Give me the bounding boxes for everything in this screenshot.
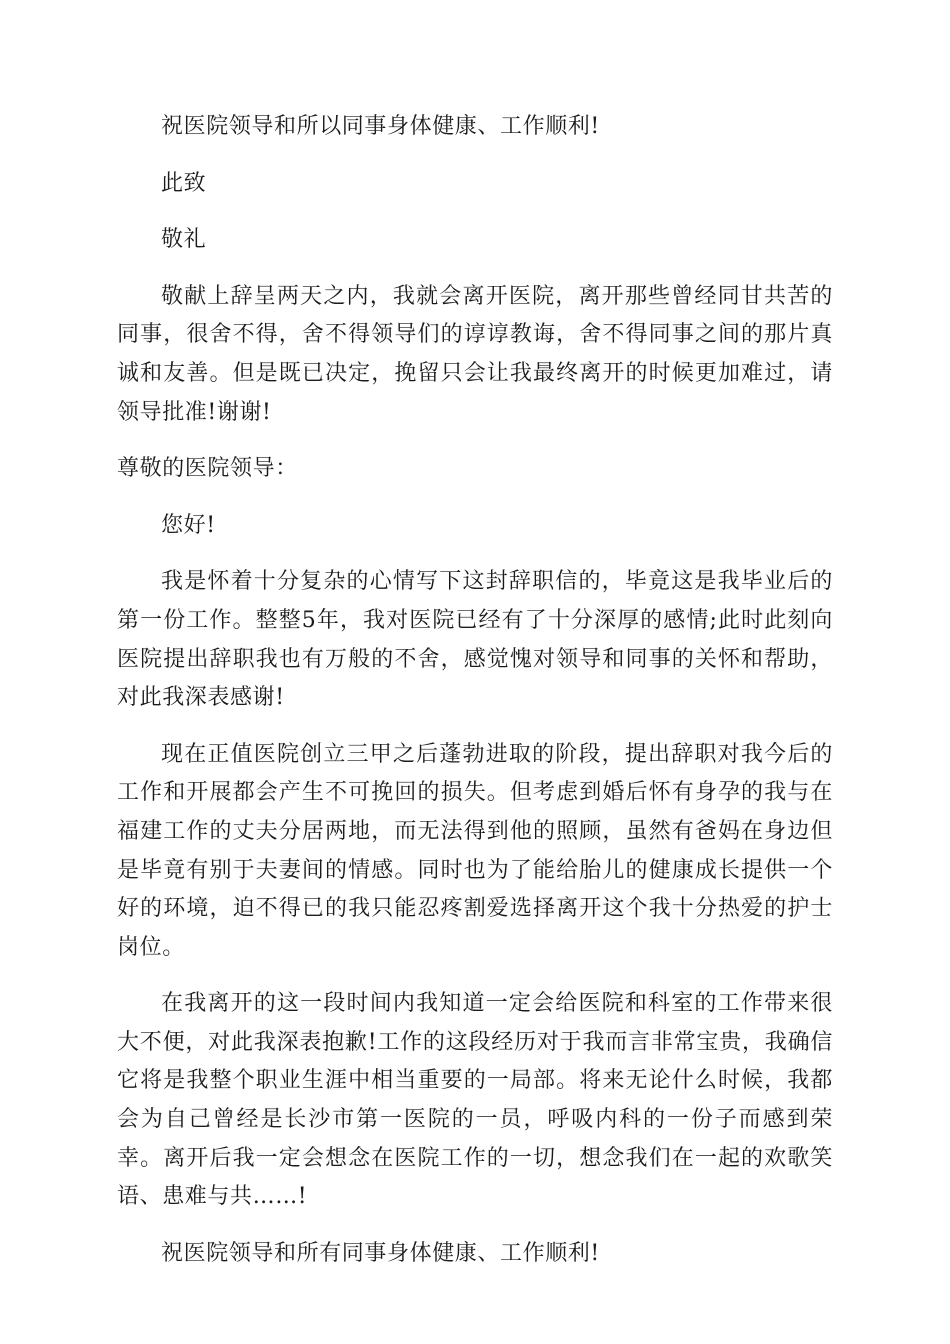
letter-body (117, 108, 833, 1291)
body-paragraph-reasons: 现在正值医院创立三甲之后蓬勃进取的阶段，提出辞职对我今后的工作和开展都会产生不可挽回的损失。但考虑到婚后怀有身孕的我与在福建工作的丈夫分居两地，而无法得到他的照顾，虽然有爸妈在身边但是毕竟有别于夫妻间的情感。同时也为了能给胎儿的健康成长提供一个好的环境，迫不得已的我只能忍疼割爱选择离开这个我十分热爱的护士岗位。 (117, 741, 833, 960)
salutation-cizhi: 此致 (161, 170, 207, 196)
greeting-hello: 您好! (161, 512, 216, 538)
body-paragraph-feelings: 我是怀着十分复杂的心情写下这封辞职信的，毕竟这是我毕业后的第一份工作。整整5年，我对医院已经有了十分深厚的感情;此时此刻向医院提出辞职我也有万般的不舍，感觉愧对领导和同事的关怀和帮助，对此我深表感谢! (117, 569, 833, 711)
body-paragraph-apology: 在我离开的这一段时间内我知道一定会给医院和科室的工作带来很大不便，对此我深表抱歉!工作的这段经历对于我而言非常宝贵，我确信它将是我整个职业生涯中相当重要的一局部。将来无论什么时候，我都会为自己曾经是长沙市第一医院的一员，呼吸内科的一份子而感到荣幸。离开后我一定会想念在医院工作的一切，想念我们在一起的欢歌笑语、患难与共……! (117, 991, 833, 1210)
salutation-jingli: 敬礼 (161, 227, 207, 253)
resignation-submission-paragraph: 敬献上辞呈两天之内，我就会离开医院，离开那些曾经同甘共苦的同事，很舍不得，舍不得领导们的谆谆教诲，舍不得同事之间的那片真诚和友善。但是既已决定，挽留只会让我最终离开的时候更加难过，请领导批准!谢谢! (117, 283, 833, 425)
closing-wish-paragraph: 祝医院领导和所以同事身体健康、工作顺利! (161, 114, 600, 139)
final-wish-paragraph: 祝医院领导和所有同事身体健康、工作顺利! (161, 1240, 600, 1266)
greeting-heading: 尊敬的医院领导： (117, 456, 298, 482)
